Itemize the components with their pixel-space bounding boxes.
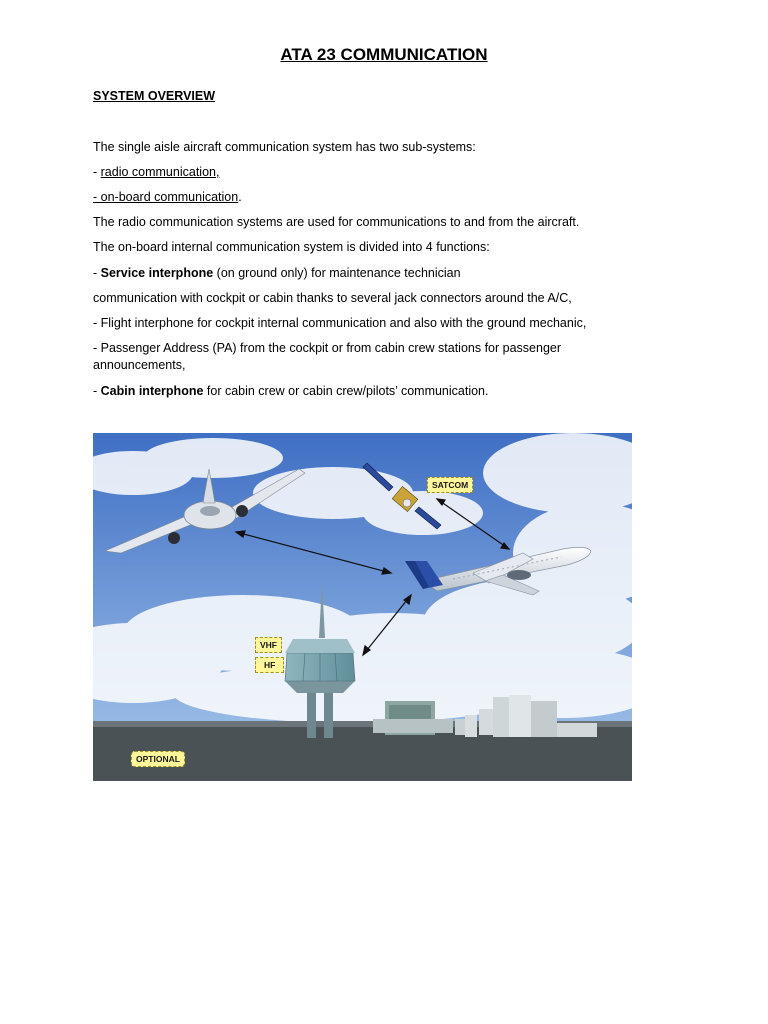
vhf-label: VHF bbox=[255, 637, 282, 653]
function-service-interphone: - Service interphone (on ground only) for maintenance technician bbox=[93, 266, 461, 280]
intro-paragraph: The single aisle aircraft communication system has two sub-systems: bbox=[93, 140, 476, 154]
function-passenger-address: - Passenger Address (PA) from the cockpit or from cabin crew stations for passenger bbox=[93, 341, 562, 355]
radio-paragraph: The radio communication systems are used for communications to and from the aircraft. bbox=[93, 215, 580, 229]
function-flight-interphone: - Flight interphone for cockpit internal communication and also with the ground mechanic, bbox=[93, 316, 587, 330]
subsystem-onboard: - on-board communication. bbox=[93, 190, 242, 204]
optional-label: OPTIONAL bbox=[131, 751, 185, 767]
function-cabin-interphone: - Cabin interphone for cabin crew or cabin crew/pilots’ communication. bbox=[93, 384, 489, 398]
communication-diagram bbox=[93, 433, 632, 781]
section-heading: SYSTEM OVERVIEW bbox=[93, 89, 216, 103]
document-title: ATA 23 COMMUNICATION bbox=[280, 45, 488, 64]
hf-label: HF bbox=[255, 657, 284, 673]
function-passenger-address-cont: announcements, bbox=[93, 358, 186, 372]
satcom-label: SATCOM bbox=[427, 477, 473, 493]
function-service-continued: communication with cockpit or cabin thanks to several jack connectors around the A/C, bbox=[93, 291, 572, 305]
subsystem-radio: - radio communication, bbox=[93, 165, 220, 179]
onboard-paragraph: The on-board internal communication system is divided into 4 functions: bbox=[93, 240, 490, 254]
